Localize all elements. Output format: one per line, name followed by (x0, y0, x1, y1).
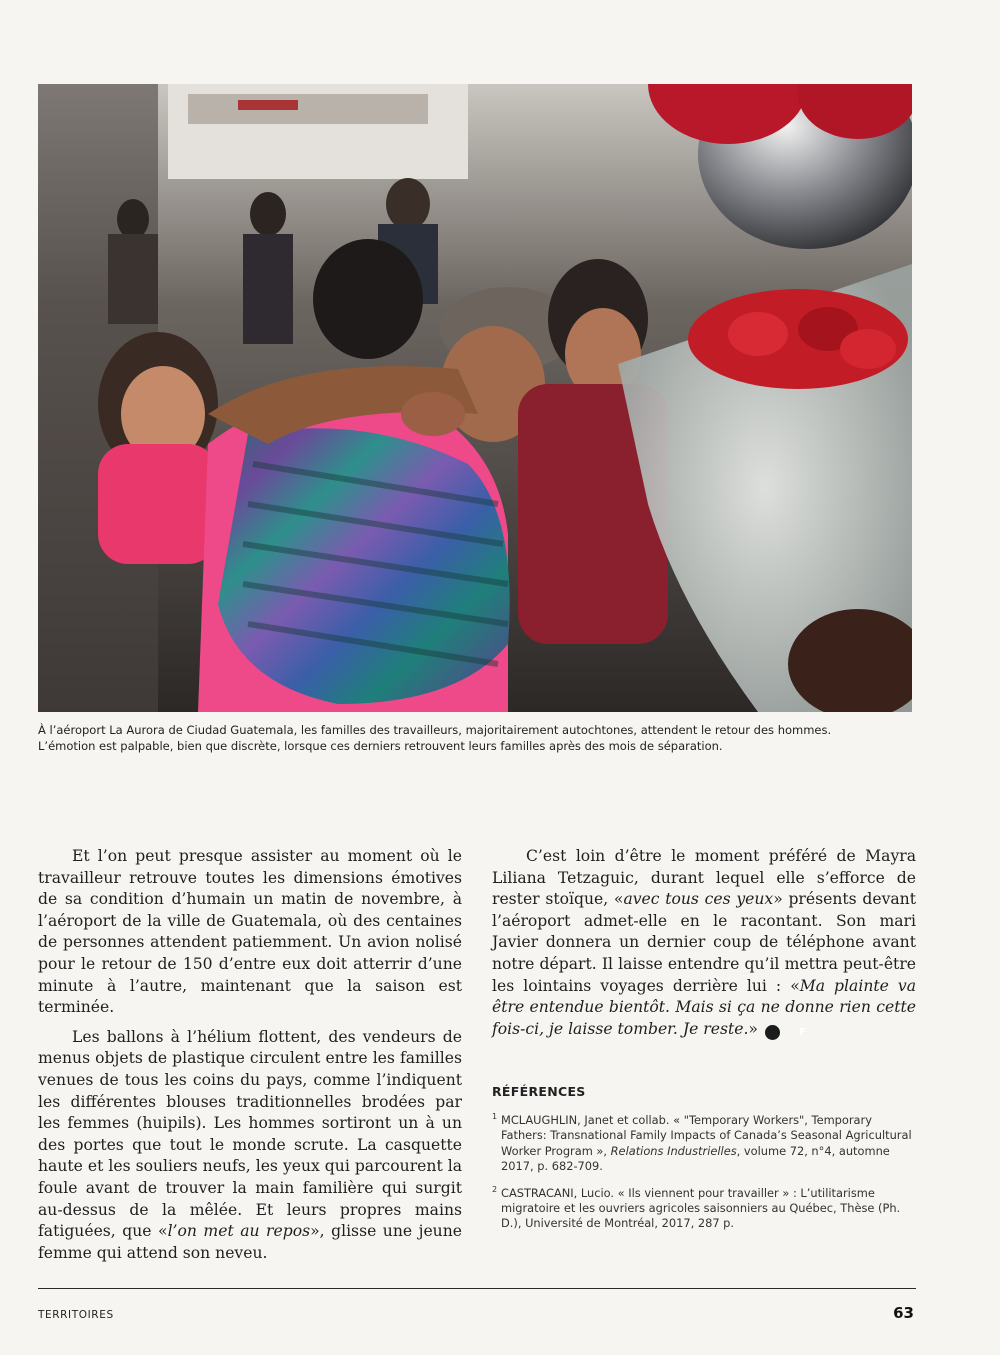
caption-line-1: À l’aéroport La Aurora de Ciudad Guatemala, les familles des travailleurs, majoritairement autochtones, attendent le retour des hommes. (38, 723, 832, 737)
footer-rule (38, 1288, 916, 1289)
references (492, 1084, 916, 1243)
reference-item: 1 MCLAUGHLIN, Janet et collab. « "Temporary Workers", Temporary Fathers: Transnational Family Impacts of Canada’s Seasonal Agricultural Worker Program », Relations Industrielles, volume 72, n°4, automne 2017, p. 682-709. (492, 1112, 912, 1174)
article-column-right (492, 846, 916, 1048)
paragraph: C’est loin d’être le moment préféré de Mayra Liliana Tetzaguic, durant lequel elle s’efforce de rester stoïque, «avec tous ces yeux» présents devant l’aéroport admet-elle en le racontant. Son mari Javier donnera un dernier coup de téléphone avant notre départ. Il laisse entendre qu’il mettra peut-être les lointains voyages derrière lui : «Ma plainte va être entendue bientôt. Mais si ça ne donne rien cette fois-ci, je laisse tomber. Je reste.» F (492, 847, 916, 1038)
caption-line-2: L’émotion est palpable, bien que discrète, lorsque ces derniers retrouvent leurs familles après des mois de séparation. (38, 739, 723, 753)
paragraph: Les ballons à l’hélium flottent, des vendeurs de menus objets de plastique circulent entre les familles venues de tous les coins du pays, comme l’indiquent les différentes blouses traditionnelles brodées par les femmes (huipils). Les hommes sortiront un à un des portes que tout le monde scrute. La casquette haute et les souliers neufs, les yeux qui parcourent la foule avant de trouver la main familière qui surgit au-dessus de la mêlée. Et leurs propres mains fatiguées, que «l’on met au repos», glisse une jeune femme qui attend son neveu. (38, 1027, 462, 1262)
reference-number: 2 (492, 1184, 498, 1194)
paragraph: Et l’on peut presque assister au moment où le travailleur retrouve toutes les dimensions émotives de sa condition d’humain un matin de novembre, à l’aéroport de la ville de Guatemala, où des centaines de personnes attendent patiemment. Un avion nolisé pour le retour de 150 d’entre eux doit atterrir d’une minute à l’autre, maintenant que la saison est terminée. (38, 847, 462, 1017)
airport-reunion-photo (38, 84, 912, 712)
photo-caption (38, 722, 912, 754)
reference-item: 2 CASTRACANI, Lucio. « Ils viennent pour travailler » : L’utilitarisme migratoire et les ouvriers agricoles saisonniers au Québec, Thèse (Ph. D.), Université de Montréal, 2017, 287 p. (492, 1184, 901, 1231)
photograph (38, 84, 912, 712)
article-column-left (38, 846, 462, 1272)
page-number: 63 (893, 1304, 914, 1322)
reference-number: 1 (492, 1112, 498, 1121)
references-heading: RÉFÉRENCES (492, 1084, 586, 1099)
section-name: TERRITOIRES (38, 1309, 114, 1321)
end-of-article-icon: F (765, 1025, 780, 1040)
